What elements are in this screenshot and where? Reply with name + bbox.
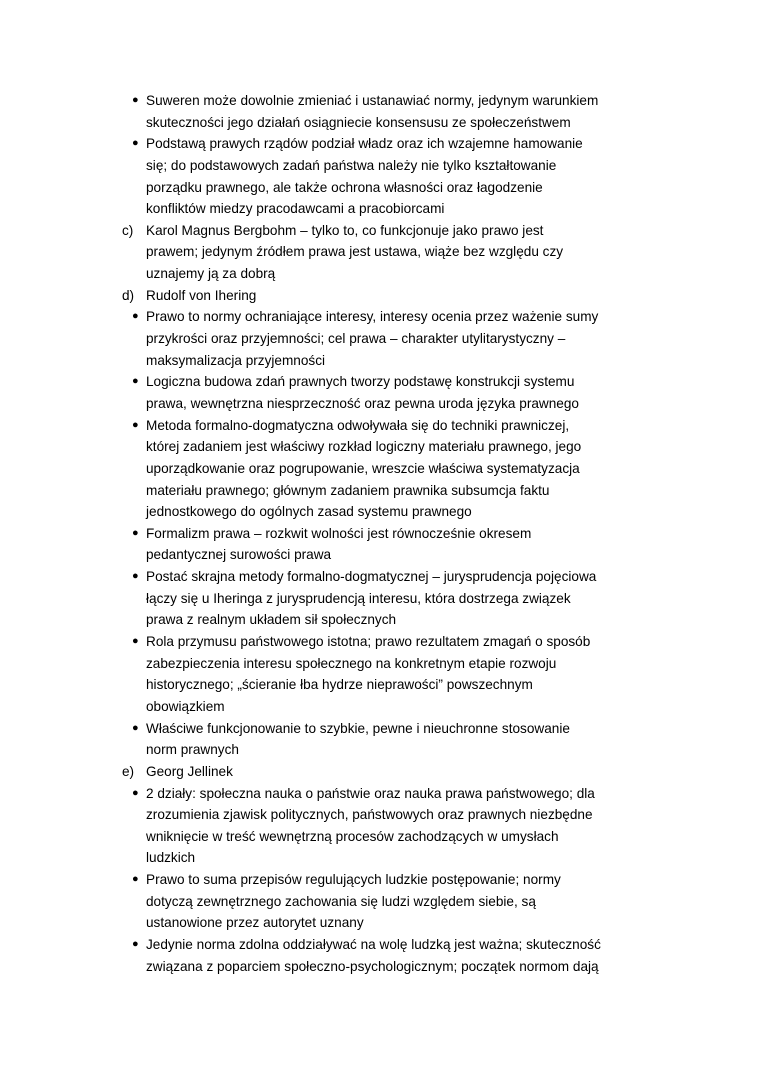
line-text: historycznego; „ścieranie łba hydrze nieprawości” powszechnym bbox=[146, 677, 533, 693]
text-line bbox=[0, 739, 760, 761]
line-text: pedantycznej surowości prawa bbox=[146, 547, 332, 563]
text-line bbox=[0, 653, 760, 675]
lettered-item bbox=[0, 761, 760, 783]
text-line bbox=[0, 631, 760, 653]
text-line bbox=[0, 566, 760, 588]
line-text: ludzkich bbox=[146, 850, 196, 866]
line-text: Prawo to normy ochraniające interesy, interesy ocenia przez ważenie sumy bbox=[146, 309, 599, 325]
bullet-icon: ● bbox=[132, 418, 139, 431]
text-line bbox=[0, 956, 760, 978]
text-line bbox=[0, 826, 760, 848]
text-line bbox=[0, 609, 760, 631]
document-page bbox=[0, 90, 760, 977]
bullet-item bbox=[0, 718, 760, 761]
lettered-item bbox=[0, 285, 760, 307]
text-line bbox=[0, 674, 760, 696]
line-text: prawa, wewnętrzna niesprzeczność oraz pewna uroda języka prawnego bbox=[146, 395, 579, 411]
line-text: 2 działy: społeczna nauka o państwie oraz nauka prawa państwowego; dla bbox=[146, 785, 595, 801]
line-text: łączy się u Iheringa z jurysprudencją interesu, która dostrzega związek bbox=[146, 590, 571, 606]
text-line bbox=[0, 523, 760, 545]
line-text: Właściwe funkcjonowanie to szybkie, pewne i nieuchronne stosowanie bbox=[146, 720, 570, 736]
text-line bbox=[0, 112, 760, 134]
bullet-icon: ● bbox=[132, 94, 139, 106]
bullet-icon: ● bbox=[132, 721, 139, 734]
bullet-item bbox=[0, 415, 760, 523]
text-line bbox=[0, 458, 760, 480]
text-line bbox=[0, 847, 760, 869]
line-text: maksymalizacja przyjemności bbox=[146, 352, 326, 368]
text-line bbox=[0, 436, 760, 458]
line-text: prawa z realnym układem sił społecznych bbox=[146, 612, 397, 628]
line-text: związana z poparciem społeczno-psychologicznym; początek normom dają bbox=[146, 958, 599, 974]
text-line bbox=[0, 501, 760, 523]
bullet-icon: ● bbox=[132, 937, 139, 950]
text-line bbox=[0, 891, 760, 913]
text-line bbox=[0, 415, 760, 437]
line-text: wniknięcie w treść wewnętrzną procesów zachodzących w umysłach bbox=[146, 828, 559, 844]
line-text: jednostkowego do ogólnych zasad systemu prawnego bbox=[146, 504, 472, 520]
line-text: się; do podstawowych zadań państwa należy nie tylko kształtowanie bbox=[146, 157, 557, 173]
text-line bbox=[0, 696, 760, 718]
text-line bbox=[0, 350, 760, 372]
line-text: dotyczą zewnętrznego zachowania się ludzi względem siebie, są bbox=[146, 893, 536, 909]
text-line bbox=[0, 285, 760, 307]
line-text: norm prawnych bbox=[146, 742, 239, 758]
line-text: skuteczności jego działań osiągniecie konsensusu ze społeczeństwem bbox=[146, 114, 571, 130]
list-marker: c) bbox=[122, 222, 134, 238]
text-line bbox=[0, 718, 760, 740]
text-line bbox=[0, 761, 760, 783]
list-marker: d) bbox=[122, 287, 135, 303]
line-text: Jedynie norma zdolna oddziaływać na wolę ludzką jest ważna; skuteczność bbox=[146, 936, 601, 952]
line-text: której zadaniem jest właściwy rozkład logiczny materiału prawnego, jego bbox=[146, 439, 582, 455]
bullet-icon: ● bbox=[132, 873, 139, 886]
bullet-item bbox=[0, 306, 760, 371]
line-text: prawem; jedynym źródłem prawa jest ustawa, wiąże bez względu czy bbox=[146, 244, 564, 260]
bullet-icon: ● bbox=[132, 310, 139, 323]
bullet-item bbox=[0, 566, 760, 631]
bullet-icon: ● bbox=[132, 570, 139, 583]
text-line bbox=[0, 783, 760, 805]
line-text: Metoda formalno-dogmatyczna odwoływała się do techniki prawniczej, bbox=[146, 417, 570, 433]
line-text: Logiczna budowa zdań prawnych tworzy podstawę konstrukcji systemu bbox=[146, 374, 575, 390]
line-text: Georg Jellinek bbox=[146, 763, 233, 779]
text-line bbox=[0, 912, 760, 934]
text-line bbox=[0, 480, 760, 502]
text-line bbox=[0, 263, 760, 285]
bullet-item bbox=[0, 869, 760, 934]
text-line bbox=[0, 804, 760, 826]
text-line bbox=[0, 544, 760, 566]
text-line bbox=[0, 934, 760, 956]
line-text: uznajemy ją za dobrą bbox=[146, 266, 276, 282]
text-line bbox=[0, 198, 760, 220]
text-line bbox=[0, 328, 760, 350]
bullet-icon: ● bbox=[132, 635, 139, 648]
text-line bbox=[0, 133, 760, 155]
bullet-item bbox=[0, 631, 760, 718]
bullet-icon: ● bbox=[132, 137, 139, 150]
line-text: zabezpieczenia interesu społecznego na konkretnym etapie rozwoju bbox=[146, 655, 557, 671]
text-line bbox=[0, 155, 760, 177]
line-text: Rudolf von Ihering bbox=[146, 287, 257, 303]
bullet-item bbox=[0, 371, 760, 414]
bullet-item bbox=[0, 783, 760, 870]
bullet-icon: ● bbox=[132, 375, 139, 388]
text-line bbox=[0, 588, 760, 610]
line-text: Podstawą prawych rządów podział władz oraz ich wzajemne hamowanie bbox=[146, 136, 583, 152]
line-text: zrozumienia zjawisk politycznych, państwowych oraz prawnych niezbędne bbox=[146, 807, 593, 823]
text-line bbox=[0, 393, 760, 415]
line-text: Formalizm prawa – rozkwit wolności jest równocześnie okresem bbox=[146, 525, 532, 541]
line-text: Prawo to suma przepisów regulujących ludzkie postępowanie; normy bbox=[146, 872, 561, 888]
text-line bbox=[0, 90, 760, 112]
text-line bbox=[0, 306, 760, 328]
bullet-icon: ● bbox=[132, 526, 139, 539]
lettered-item bbox=[0, 220, 760, 285]
text-line bbox=[0, 869, 760, 891]
list-marker: e) bbox=[122, 763, 135, 779]
line-text: konfliktów miedzy pracodawcami a pracobiorcami bbox=[146, 201, 445, 217]
line-text: materiału prawnego; głównym zadaniem prawnika subsumcja faktu bbox=[146, 482, 550, 498]
line-text: uporządkowanie oraz pogrupowanie, wreszcie właściwa systematyzacja bbox=[146, 460, 580, 476]
text-line bbox=[0, 220, 760, 242]
bullet-item bbox=[0, 133, 760, 220]
line-text: Karol Magnus Bergbohm – tylko to, co funkcjonuje jako prawo jest bbox=[146, 222, 544, 238]
line-text: przykrości oraz przyjemności; cel prawa – charakter utylitarystyczny – bbox=[146, 331, 566, 347]
line-text: Suweren może dowolnie zmieniać i ustanawiać normy, jedynym warunkiem bbox=[146, 93, 599, 108]
text-line bbox=[0, 177, 760, 199]
text-line bbox=[0, 371, 760, 393]
line-text: porządku prawnego, ale także ochrona własności oraz łagodzenie bbox=[146, 179, 543, 195]
line-text: ustanowione przez autorytet uznany bbox=[146, 915, 364, 931]
bullet-item bbox=[0, 934, 760, 977]
line-text: Postać skrajna metody formalno-dogmatycznej – jurysprudencja pojęciowa bbox=[146, 569, 597, 585]
text-line bbox=[0, 241, 760, 263]
bullet-icon: ● bbox=[132, 786, 139, 799]
line-text: obowiązkiem bbox=[146, 698, 225, 714]
bullet-item bbox=[0, 90, 760, 133]
bullet-item bbox=[0, 523, 760, 566]
line-text: Rola przymusu państwowego istotna; prawo rezultatem zmagań o sposób bbox=[146, 634, 591, 650]
